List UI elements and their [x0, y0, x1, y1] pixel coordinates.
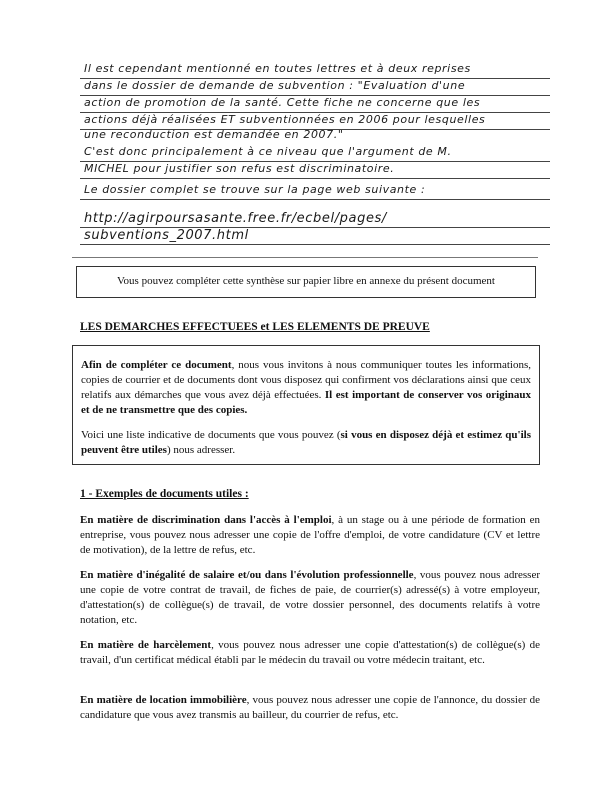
paragraph-emploi — [80, 513, 540, 558]
handwritten-line-5: une reconduction est demandée en 2007." — [84, 128, 344, 141]
paragraph-harcelement-body: , vous pouvez nous adresser une copie d'attestation(s) de collègue(s) de travail, d'un certificat médical établi par le médecin du travail ou votre médecin traitant, etc. — [80, 639, 540, 666]
handwritten-line-4: actions déjà réalisées ET subventionnées en 2006 pour lesquelles — [84, 113, 486, 126]
paragraph-harcelement-lead: En matière de harcèlement — [80, 639, 212, 651]
handwritten-line-1: Il est cependant mentionné en toutes lettres et à deux reprises — [84, 62, 471, 75]
handwritten-line-9: http://agirpoursasante.free.fr/ecbel/pages/ — [84, 211, 387, 226]
paragraph-salaire-lead: En matière d'inégalité de salaire et/ou dans l'évolution professionnelle — [80, 569, 414, 581]
info-p1-lead-bold: Afin de compléter ce document — [81, 359, 232, 371]
info-p2-bold: si vous en disposez déjà et estimez qu'ils peuvent être utiles — [81, 429, 531, 456]
handwritten-line-7: MICHEL pour justifier son refus est discriminatoire. — [84, 162, 395, 175]
writing-rule — [80, 178, 550, 179]
paragraph-emploi-body: , à un stage ou à une période de formation en entreprise, vous pouvez nous adresser une copie de l'offre d'emploi, de votre candidature (CV et lettre de motivation), de la lettre de refus, etc. — [80, 514, 541, 556]
writing-rule — [80, 244, 550, 245]
handwritten-line-10: subventions_2007.html — [84, 228, 249, 243]
paragraph-salaire — [80, 568, 540, 628]
section-title: LES DEMARCHES EFFECTUEES et LES ELEMENTS DE PREUVE — [80, 321, 430, 333]
paragraph-harcelement — [80, 638, 540, 668]
subsection-title: 1 - Exemples de documents utiles : — [80, 488, 249, 500]
info-box — [72, 345, 540, 465]
note-box — [76, 266, 536, 298]
paragraph-salaire-body: , vous pouvez nous adresser une copie de votre contrat de travail, de fiches de paie, de courrier(s) adressé(s) à votre employeur, d'attestation(s) de collègue(s) de travail, de votre dossier personnel, des documents relatifs à votre notation, etc. — [80, 569, 540, 626]
note-box-text: Vous pouvez compléter cette synthèse sur papier libre en annexe du présent document — [117, 275, 495, 287]
paragraph-location — [80, 693, 540, 723]
handwritten-line-8: Le dossier complet se trouve sur la page web suivante : — [84, 183, 426, 196]
info-p1-normal: , nous vous invitons à nous communiquer toutes les informations, copies de courrier et de documents dont vous disposez qui confirment vos déclarations ainsi que ceux relatifs aux démarches que vous avez déjà effectuées. — [81, 359, 531, 401]
separator-line — [72, 257, 538, 258]
handwritten-line-3: action de promotion de la santé. Cette fiche ne concerne que les — [84, 96, 481, 109]
info-p2-normal-a: Voici une liste indicative de documents que vous pouvez ( — [81, 429, 341, 441]
handwritten-line-6: C'est donc principalement à ce niveau que l'argument de M. — [84, 145, 452, 158]
writing-rule — [80, 199, 550, 200]
paragraph-location-lead: En matière de location immobilière — [80, 694, 247, 706]
info-paragraph-2 — [81, 428, 531, 458]
handwritten-line-2: dans le dossier de demande de subvention : "Evaluation d'une — [84, 79, 466, 92]
info-p2-normal-b: ) nous adresser. — [166, 444, 236, 456]
info-paragraph-1 — [81, 358, 531, 418]
info-p1-bold: Il est important de conserver vos originaux et de ne transmettre que des copies. — [81, 389, 531, 416]
paragraph-emploi-lead: En matière de discrimination dans l'accès à l'emploi — [80, 514, 332, 526]
paragraph-location-body: , vous pouvez nous adresser une copie de l'annonce, du dossier de candidature que vous avez transmis au bailleur, du courrier de refus, etc. — [80, 694, 540, 721]
